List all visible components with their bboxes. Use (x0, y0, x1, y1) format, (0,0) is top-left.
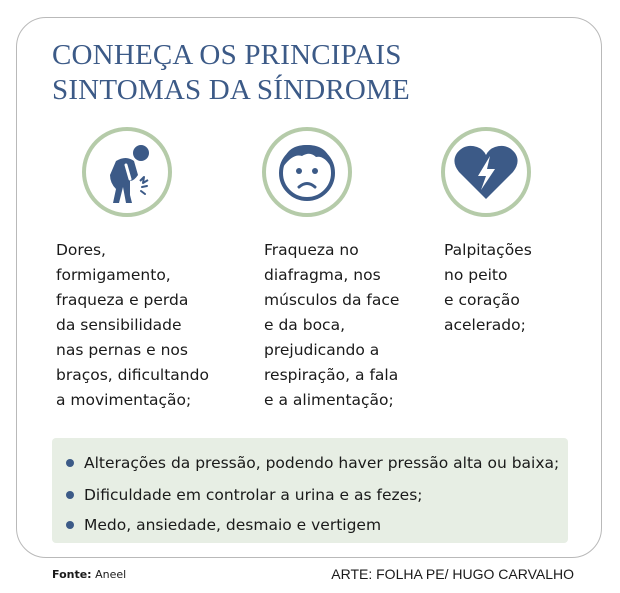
icon-ring-2 (262, 127, 352, 217)
page-title (52, 38, 410, 108)
icon-ring-3 (441, 127, 531, 217)
symptom-line: e da boca, (264, 316, 345, 334)
sad-face-icon (266, 131, 348, 213)
source-label: Fonte: (52, 568, 92, 581)
symptom-line: Dores, (56, 241, 106, 259)
symptom-line: formigamento, (56, 266, 171, 284)
source-value: Aneel (95, 568, 127, 581)
symptom-line: a movimentação; (56, 391, 192, 409)
icon-ring-1 (82, 127, 172, 217)
list-item (66, 515, 381, 535)
title-line-1: CONHEÇA OS PRINCIPAIS (52, 39, 402, 71)
source-note (52, 568, 126, 581)
heart-bolt-icon (445, 131, 527, 213)
symptom-text-1 (56, 238, 209, 413)
symptom-text-2 (264, 238, 399, 413)
art-credit: ARTE: FOLHA PE/ HUGO CARVALHO (331, 566, 574, 582)
symptom-line: diafragma, nos (264, 266, 381, 284)
person-pain-icon (86, 131, 168, 213)
symptom-line: acelerado; (444, 316, 526, 334)
list-item-text: Dificuldade em controlar a urina e as fezes; (84, 486, 423, 504)
symptom-line: nas pernas e nos (56, 341, 188, 359)
bullet-icon (66, 459, 74, 467)
symptom-line: e coração (444, 291, 520, 309)
list-item-text: Alterações da pressão, podendo haver pressão alta ou baixa; (84, 454, 560, 472)
list-item-text: Medo, ansiedade, desmaio e vertigem (84, 516, 382, 534)
title-line-2: SINTOMAS DA SÍNDROME (52, 74, 410, 106)
list-item (66, 453, 559, 473)
bullet-icon (66, 521, 74, 529)
bullet-icon (66, 491, 74, 499)
symptom-text-3 (444, 238, 532, 338)
symptom-line: da sensibilidade (56, 316, 182, 334)
symptom-line: braços, dificultando (56, 366, 209, 384)
symptom-line: e a alimentação; (264, 391, 394, 409)
list-item (66, 485, 423, 505)
symptom-line: no peito (444, 266, 508, 284)
additional-symptoms-box (52, 438, 568, 543)
symptom-line: Palpitações (444, 241, 532, 259)
symptom-line: Fraqueza no (264, 241, 359, 259)
symptom-line: músculos da face (264, 291, 400, 309)
symptom-line: prejudicando a (264, 341, 380, 359)
symptom-line: respiração, a fala (264, 366, 399, 384)
symptom-line: fraqueza e perda (56, 291, 189, 309)
